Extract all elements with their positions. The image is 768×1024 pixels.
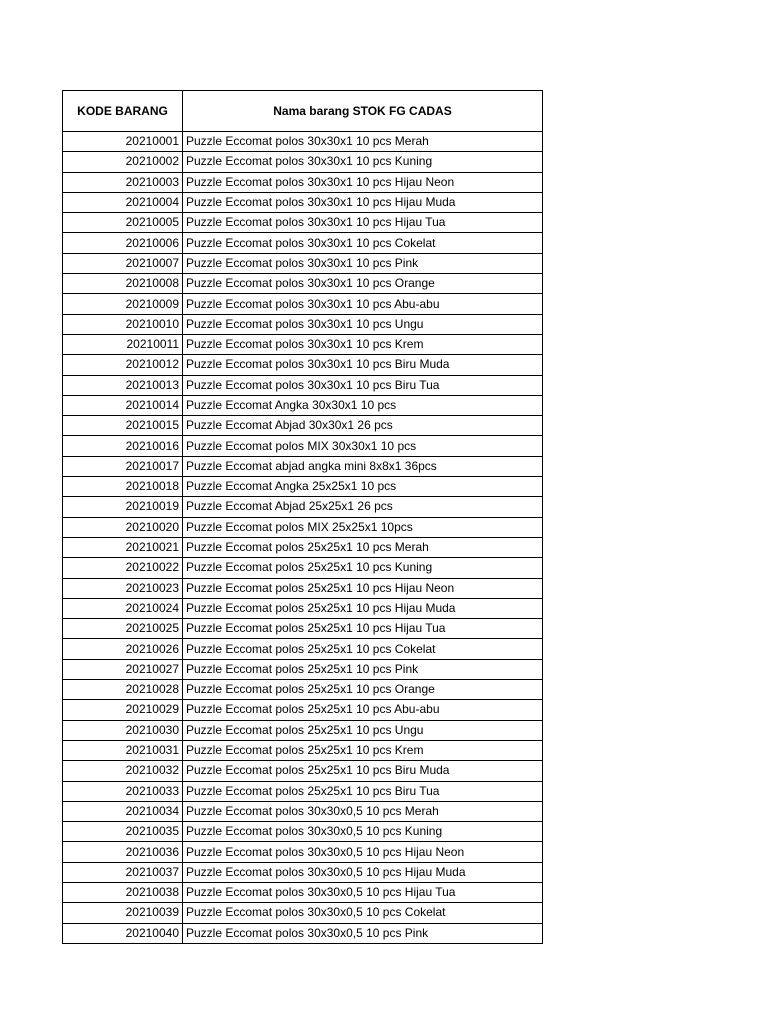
cell-nama-barang: Puzzle Eccomat polos 30x30x0,5 10 pcs Hijau Tua: [183, 882, 543, 902]
table-row: [63, 395, 543, 415]
cell-kode-barang: 20210021: [63, 537, 183, 557]
table-row: [63, 537, 543, 557]
cell-kode-barang: 20210028: [63, 680, 183, 700]
cell-kode-barang: 20210034: [63, 801, 183, 821]
cell-nama-barang: Puzzle Eccomat polos 30x30x0,5 10 pcs Merah: [183, 801, 543, 821]
cell-nama-barang: Puzzle Eccomat polos 30x30x1 10 pcs Merah: [183, 132, 543, 152]
table-row: [63, 923, 543, 943]
cell-nama-barang: Puzzle Eccomat polos 25x25x1 10 pcs Cokelat: [183, 639, 543, 659]
table-row: [63, 416, 543, 436]
cell-kode-barang: 20210031: [63, 740, 183, 760]
cell-nama-barang: Puzzle Eccomat polos 25x25x1 10 pcs Ungu: [183, 720, 543, 740]
table-row: [63, 517, 543, 537]
cell-nama-barang: Puzzle Eccomat polos 30x30x1 10 pcs Abu-abu: [183, 294, 543, 314]
cell-kode-barang: 20210006: [63, 233, 183, 253]
table-row: [63, 822, 543, 842]
table-row: [63, 700, 543, 720]
cell-nama-barang: Puzzle Eccomat polos 25x25x1 10 pcs Hijau Neon: [183, 578, 543, 598]
cell-nama-barang: Puzzle Eccomat polos 30x30x1 10 pcs Hijau Tua: [183, 213, 543, 233]
cell-kode-barang: 20210030: [63, 720, 183, 740]
table-row: [63, 781, 543, 801]
table-row: [63, 639, 543, 659]
cell-kode-barang: 20210004: [63, 192, 183, 212]
cell-nama-barang: Puzzle Eccomat polos 30x30x0,5 10 pcs Pink: [183, 923, 543, 943]
cell-nama-barang: Puzzle Eccomat Abjad 30x30x1 26 pcs: [183, 416, 543, 436]
cell-kode-barang: 20210026: [63, 639, 183, 659]
table-body: [63, 132, 543, 944]
cell-nama-barang: Puzzle Eccomat polos 30x30x0,5 10 pcs Hijau Neon: [183, 842, 543, 862]
table-row: [63, 740, 543, 760]
cell-nama-barang: Puzzle Eccomat polos 25x25x1 10 pcs Orange: [183, 680, 543, 700]
cell-kode-barang: 20210037: [63, 862, 183, 882]
cell-nama-barang: Puzzle Eccomat polos MIX 25x25x1 10pcs: [183, 517, 543, 537]
cell-kode-barang: 20210012: [63, 355, 183, 375]
cell-nama-barang: Puzzle Eccomat polos 25x25x1 10 pcs Hijau Muda: [183, 598, 543, 618]
table-row: [63, 172, 543, 192]
cell-nama-barang: Puzzle Eccomat Angka 30x30x1 10 pcs: [183, 395, 543, 415]
stock-table: [62, 90, 543, 944]
cell-kode-barang: 20210022: [63, 558, 183, 578]
header-kode-barang: KODE BARANG: [63, 91, 183, 132]
cell-kode-barang: 20210027: [63, 659, 183, 679]
cell-nama-barang: Puzzle Eccomat polos 30x30x1 10 pcs Hijau Neon: [183, 172, 543, 192]
cell-nama-barang: Puzzle Eccomat polos 25x25x1 10 pcs Pink: [183, 659, 543, 679]
cell-kode-barang: 20210020: [63, 517, 183, 537]
table-row: [63, 619, 543, 639]
table-row: [63, 274, 543, 294]
cell-kode-barang: 20210015: [63, 416, 183, 436]
cell-kode-barang: 20210018: [63, 477, 183, 497]
table-row: [63, 233, 543, 253]
cell-kode-barang: 20210025: [63, 619, 183, 639]
cell-kode-barang: 20210010: [63, 314, 183, 334]
cell-kode-barang: 20210032: [63, 761, 183, 781]
table-row: [63, 456, 543, 476]
table-row: [63, 497, 543, 517]
cell-kode-barang: 20210005: [63, 213, 183, 233]
cell-nama-barang: Puzzle Eccomat polos 30x30x1 10 pcs Biru Muda: [183, 355, 543, 375]
cell-nama-barang: Puzzle Eccomat polos 30x30x1 10 pcs Orange: [183, 274, 543, 294]
cell-kode-barang: 20210040: [63, 923, 183, 943]
cell-kode-barang: 20210003: [63, 172, 183, 192]
table-row: [63, 314, 543, 334]
cell-nama-barang: Puzzle Eccomat polos 25x25x1 10 pcs Hijau Tua: [183, 619, 543, 639]
cell-nama-barang: Puzzle Eccomat polos 30x30x0,5 10 pcs Cokelat: [183, 903, 543, 923]
cell-nama-barang: Puzzle Eccomat abjad angka mini 8x8x1 36pcs: [183, 456, 543, 476]
cell-kode-barang: 20210009: [63, 294, 183, 314]
cell-kode-barang: 20210035: [63, 822, 183, 842]
table-row: [63, 680, 543, 700]
cell-kode-barang: 20210029: [63, 700, 183, 720]
cell-nama-barang: Puzzle Eccomat polos MIX 30x30x1 10 pcs: [183, 436, 543, 456]
cell-kode-barang: 20210023: [63, 578, 183, 598]
table-row: [63, 578, 543, 598]
table-row: [63, 761, 543, 781]
table-row: [63, 882, 543, 902]
table-row: [63, 375, 543, 395]
cell-nama-barang: Puzzle Eccomat polos 25x25x1 10 pcs Merah: [183, 537, 543, 557]
table-row: [63, 152, 543, 172]
cell-kode-barang: 20210008: [63, 274, 183, 294]
table-row: [63, 294, 543, 314]
cell-nama-barang: Puzzle Eccomat polos 25x25x1 10 pcs Krem: [183, 740, 543, 760]
table-row: [63, 355, 543, 375]
table-row: [63, 132, 543, 152]
table-row: [63, 558, 543, 578]
cell-nama-barang: Puzzle Eccomat polos 25x25x1 10 pcs Kuning: [183, 558, 543, 578]
cell-nama-barang: Puzzle Eccomat polos 30x30x1 10 pcs Krem: [183, 334, 543, 354]
cell-nama-barang: Puzzle Eccomat polos 25x25x1 10 pcs Biru Tua: [183, 781, 543, 801]
cell-nama-barang: Puzzle Eccomat polos 30x30x0,5 10 pcs Kuning: [183, 822, 543, 842]
cell-nama-barang: Puzzle Eccomat polos 30x30x0,5 10 pcs Hijau Muda: [183, 862, 543, 882]
cell-kode-barang: 20210011: [63, 334, 183, 354]
table-row: [63, 598, 543, 618]
table-row: [63, 720, 543, 740]
cell-nama-barang: Puzzle Eccomat Abjad 25x25x1 26 pcs: [183, 497, 543, 517]
cell-kode-barang: 20210017: [63, 456, 183, 476]
cell-nama-barang: Puzzle Eccomat polos 30x30x1 10 pcs Hijau Muda: [183, 192, 543, 212]
cell-nama-barang: Puzzle Eccomat polos 30x30x1 10 pcs Pink: [183, 253, 543, 273]
table-row: [63, 253, 543, 273]
cell-nama-barang: Puzzle Eccomat polos 30x30x1 10 pcs Cokelat: [183, 233, 543, 253]
table-row: [63, 842, 543, 862]
table-row: [63, 192, 543, 212]
cell-nama-barang: Puzzle Eccomat polos 25x25x1 10 pcs Abu-abu: [183, 700, 543, 720]
cell-nama-barang: Puzzle Eccomat polos 30x30x1 10 pcs Biru Tua: [183, 375, 543, 395]
table-row: [63, 862, 543, 882]
cell-kode-barang: 20210001: [63, 132, 183, 152]
table-row: [63, 213, 543, 233]
table-row: [63, 801, 543, 821]
table-row: [63, 436, 543, 456]
cell-kode-barang: 20210036: [63, 842, 183, 862]
cell-nama-barang: Puzzle Eccomat polos 25x25x1 10 pcs Biru Muda: [183, 761, 543, 781]
cell-kode-barang: 20210014: [63, 395, 183, 415]
cell-kode-barang: 20210002: [63, 152, 183, 172]
cell-kode-barang: 20210019: [63, 497, 183, 517]
table-row: [63, 334, 543, 354]
cell-kode-barang: 20210033: [63, 781, 183, 801]
table-row: [63, 659, 543, 679]
cell-kode-barang: 20210039: [63, 903, 183, 923]
cell-kode-barang: 20210024: [63, 598, 183, 618]
cell-kode-barang: 20210013: [63, 375, 183, 395]
table-row: [63, 477, 543, 497]
cell-kode-barang: 20210038: [63, 882, 183, 902]
cell-nama-barang: Puzzle Eccomat polos 30x30x1 10 pcs Ungu: [183, 314, 543, 334]
cell-kode-barang: 20210016: [63, 436, 183, 456]
header-nama-barang: Nama barang STOK FG CADAS: [183, 91, 543, 132]
cell-kode-barang: 20210007: [63, 253, 183, 273]
cell-nama-barang: Puzzle Eccomat Angka 25x25x1 10 pcs: [183, 477, 543, 497]
header-row: [63, 91, 543, 132]
table-row: [63, 903, 543, 923]
cell-nama-barang: Puzzle Eccomat polos 30x30x1 10 pcs Kuning: [183, 152, 543, 172]
